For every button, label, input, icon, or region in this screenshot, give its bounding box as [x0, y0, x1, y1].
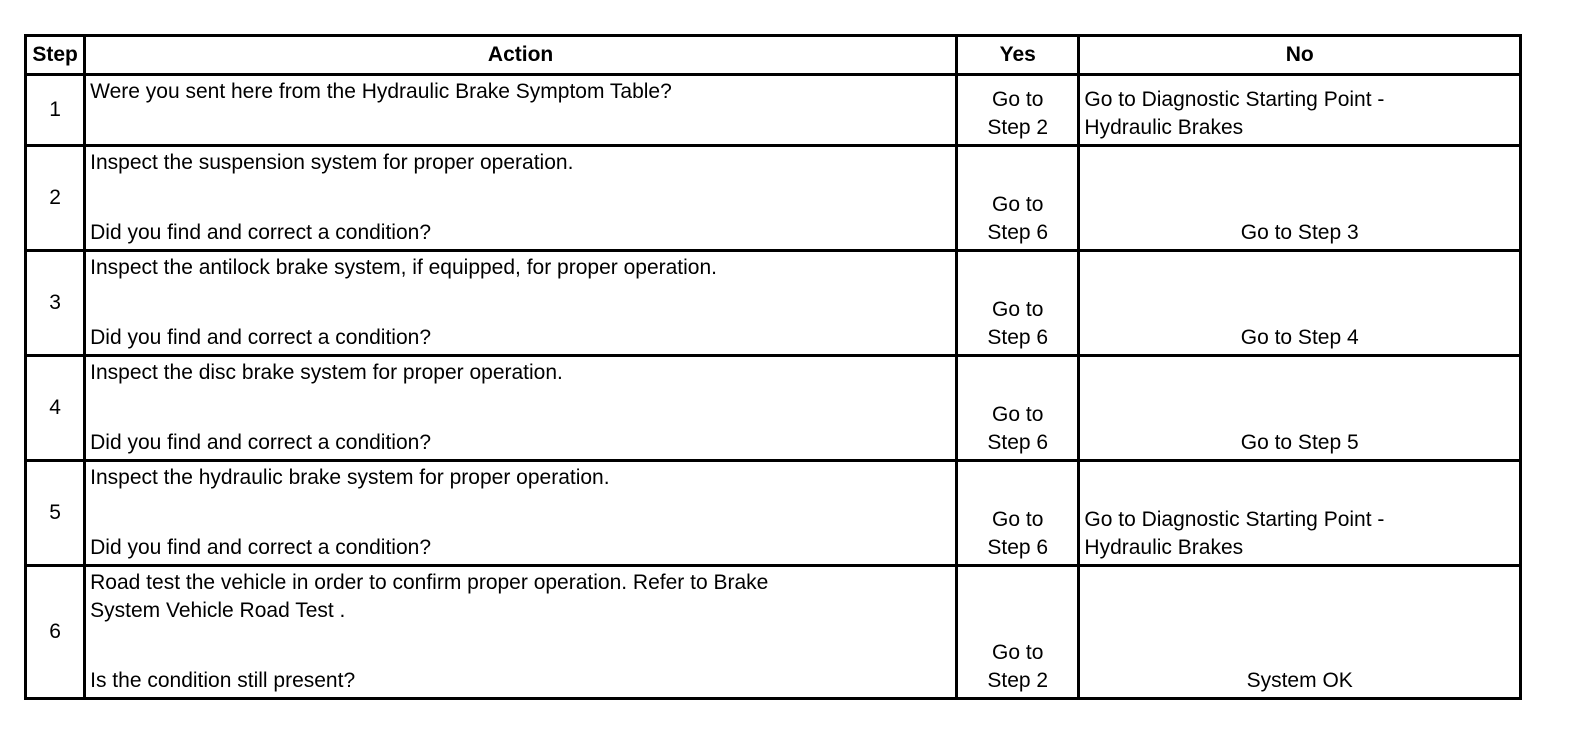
no-result-text: System OK — [1246, 669, 1353, 692]
yes-link-step[interactable]: Step 6 — [987, 221, 1049, 244]
step-number: 6 — [26, 566, 85, 699]
action-question: Is the condition still present? — [90, 669, 356, 692]
table-row — [26, 146, 1521, 251]
no-link-text[interactable]: Go to Step 5 — [1240, 431, 1359, 454]
action-text: Were you sent here from the Hydraulic Brake Symptom Table? — [90, 80, 672, 103]
yes-cell — [957, 566, 1079, 699]
diagnostic-table — [24, 34, 1522, 700]
yes-link-text[interactable]: Go to — [992, 193, 1044, 216]
yes-link-step[interactable]: Step 6 — [987, 326, 1049, 349]
yes-link-text[interactable]: Go to — [992, 88, 1044, 111]
step-number: 3 — [26, 251, 85, 356]
action-cell — [85, 461, 957, 566]
yes-link-step[interactable]: Step 6 — [987, 536, 1049, 559]
action-question: Did you find and correct a condition? — [90, 536, 432, 559]
yes-cell — [957, 146, 1079, 251]
table-row — [26, 251, 1521, 356]
step-number: 5 — [26, 461, 85, 566]
action-text: Inspect the hydraulic brake system for proper operation. — [90, 466, 610, 489]
yes-link-text[interactable]: Go to — [992, 641, 1044, 664]
action-cell — [85, 75, 957, 146]
step-number: 4 — [26, 356, 85, 461]
header-step: Step — [26, 36, 85, 75]
yes-link-step[interactable]: Step 2 — [987, 116, 1049, 139]
yes-cell — [957, 461, 1079, 566]
no-link-text-2[interactable]: Hydraulic Brakes — [1084, 116, 1244, 139]
yes-cell — [957, 356, 1079, 461]
table-row — [26, 75, 1521, 146]
action-cell — [85, 566, 957, 699]
no-cell — [1079, 356, 1521, 461]
yes-link-step[interactable]: Step 2 — [987, 669, 1049, 692]
table-row — [26, 566, 1521, 699]
action-question: Did you find and correct a condition? — [90, 221, 432, 244]
step-number: 1 — [26, 75, 85, 146]
table-row — [26, 356, 1521, 461]
yes-link-text[interactable]: Go to — [992, 508, 1044, 531]
header-yes: Yes — [957, 36, 1079, 75]
no-cell — [1079, 75, 1521, 146]
yes-cell — [957, 75, 1079, 146]
action-text: Road test the vehicle in order to confirm proper operation. Refer to Brake — [90, 571, 769, 594]
no-link-text[interactable]: Go to Diagnostic Starting Point - — [1084, 88, 1385, 111]
no-cell — [1079, 146, 1521, 251]
no-cell — [1079, 251, 1521, 356]
no-link-text-2[interactable]: Hydraulic Brakes — [1084, 536, 1244, 559]
step-number: 2 — [26, 146, 85, 251]
yes-link-text[interactable]: Go to — [992, 403, 1044, 426]
header-no: No — [1079, 36, 1521, 75]
no-link-text[interactable]: Go to Step 3 — [1240, 221, 1359, 244]
action-cell — [85, 356, 957, 461]
header-row — [26, 36, 1521, 75]
action-text: Inspect the disc brake system for proper operation. — [90, 361, 563, 384]
no-cell — [1079, 566, 1521, 699]
action-question: Did you find and correct a condition? — [90, 326, 432, 349]
header-action: Action — [85, 36, 957, 75]
table-row — [26, 461, 1521, 566]
yes-cell — [957, 251, 1079, 356]
action-text: Inspect the antilock brake system, if equipped, for proper operation. — [90, 256, 717, 279]
action-cell — [85, 251, 957, 356]
no-cell — [1079, 461, 1521, 566]
yes-link-text[interactable]: Go to — [992, 298, 1044, 321]
no-link-text[interactable]: Go to Diagnostic Starting Point - — [1084, 508, 1385, 531]
action-text: Inspect the suspension system for proper operation. — [90, 151, 574, 174]
no-link-text[interactable]: Go to Step 4 — [1240, 326, 1359, 349]
action-cell — [85, 146, 957, 251]
yes-link-step[interactable]: Step 6 — [987, 431, 1049, 454]
action-question: Did you find and correct a condition? — [90, 431, 432, 454]
action-text-link[interactable]: System Vehicle Road Test . — [90, 599, 346, 622]
